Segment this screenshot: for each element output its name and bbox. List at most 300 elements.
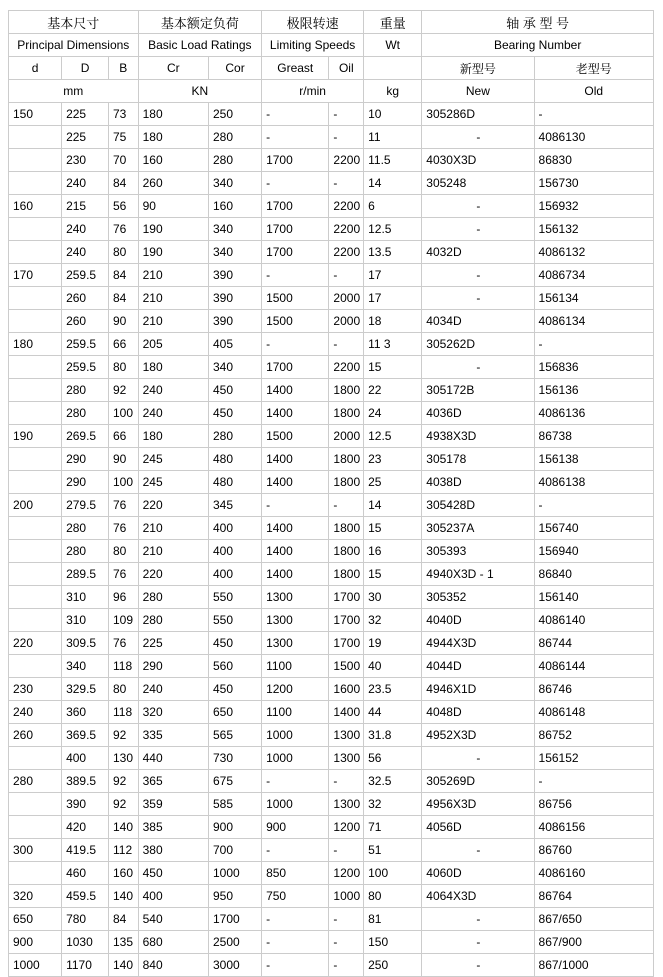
cell-d: 190: [9, 425, 62, 448]
cell-Cor: 160: [209, 195, 262, 218]
cell-new: 305172B: [422, 379, 534, 402]
cell-wt: 31.8: [364, 724, 422, 747]
cell-greast: 1300: [262, 609, 329, 632]
cell-old: 156740: [534, 517, 653, 540]
cell-Cr: 440: [138, 747, 208, 770]
cell-old: 86764: [534, 885, 653, 908]
cell-D: 289.5: [62, 563, 109, 586]
cell-B: 84: [109, 908, 139, 931]
cell-Cr: 180: [138, 126, 208, 149]
cell-Cor: 405: [209, 333, 262, 356]
cell-wt: 25: [364, 471, 422, 494]
cell-greast: 900: [262, 816, 329, 839]
cell-oil: 1300: [329, 747, 364, 770]
cell-wt: 23.5: [364, 678, 422, 701]
cell-Cr: 205: [138, 333, 208, 356]
table-row: [9, 195, 654, 218]
cell-D: 290: [62, 471, 109, 494]
cell-oil: 1700: [329, 609, 364, 632]
cell-B: 90: [109, 448, 139, 471]
cell-d: [9, 172, 62, 195]
col-header-B: B: [109, 57, 139, 80]
cell-Cor: 450: [209, 379, 262, 402]
cell-Cr: 190: [138, 241, 208, 264]
cell-greast: -: [262, 103, 329, 126]
cell-Cr: 320: [138, 701, 208, 724]
table-row: [9, 218, 654, 241]
cell-d: 300: [9, 839, 62, 862]
cell-wt: 14: [364, 494, 422, 517]
cell-Cr: 210: [138, 310, 208, 333]
cell-wt: 32: [364, 609, 422, 632]
cell-new: -: [422, 126, 534, 149]
table-row: [9, 609, 654, 632]
cell-D: 280: [62, 402, 109, 425]
cell-d: 650: [9, 908, 62, 931]
cell-D: 369.5: [62, 724, 109, 747]
col-header-D: D: [62, 57, 109, 80]
table-row: [9, 379, 654, 402]
cell-Cr: 290: [138, 655, 208, 678]
table-row: [9, 517, 654, 540]
cell-greast: -: [262, 172, 329, 195]
table-row: [9, 655, 654, 678]
cell-d: [9, 356, 62, 379]
cell-d: [9, 747, 62, 770]
cell-wt: 23: [364, 448, 422, 471]
cell-D: 290: [62, 448, 109, 471]
col-header-oil: Oil: [329, 57, 364, 80]
cell-Cr: 245: [138, 471, 208, 494]
table-row: [9, 632, 654, 655]
cell-D: 279.5: [62, 494, 109, 517]
bearing-table: [8, 10, 654, 977]
cell-Cr: 280: [138, 609, 208, 632]
cell-greast: 1100: [262, 701, 329, 724]
cell-wt: 40: [364, 655, 422, 678]
cell-old: 86744: [534, 632, 653, 655]
cell-wt: 56: [364, 747, 422, 770]
cell-B: 80: [109, 241, 139, 264]
cell-B: 130: [109, 747, 139, 770]
cell-Cor: 340: [209, 218, 262, 241]
cell-B: 92: [109, 379, 139, 402]
cell-Cor: 390: [209, 287, 262, 310]
cell-D: 459.5: [62, 885, 109, 908]
cell-Cr: 180: [138, 103, 208, 126]
table-row: [9, 149, 654, 172]
cell-wt: 15: [364, 356, 422, 379]
cell-B: 160: [109, 862, 139, 885]
cell-B: 84: [109, 287, 139, 310]
cell-old: 156138: [534, 448, 653, 471]
unit-mm: mm: [9, 80, 139, 103]
cell-D: 259.5: [62, 356, 109, 379]
header-weight-cn: 重量: [364, 11, 422, 34]
cell-D: 400: [62, 747, 109, 770]
cell-greast: 1400: [262, 402, 329, 425]
cell-D: 240: [62, 218, 109, 241]
cell-d: 280: [9, 770, 62, 793]
cell-wt: 10: [364, 103, 422, 126]
header-principal-dimensions-cn: 基本尺寸: [9, 11, 139, 34]
table-row: [9, 448, 654, 471]
cell-old: 156136: [534, 379, 653, 402]
cell-d: 200: [9, 494, 62, 517]
cell-B: 75: [109, 126, 139, 149]
table-header: [9, 11, 654, 103]
cell-Cor: 700: [209, 839, 262, 862]
cell-new: 4938X3D: [422, 425, 534, 448]
cell-wt: 51: [364, 839, 422, 862]
header-principal-dimensions-en: Principal Dimensions: [9, 34, 139, 57]
cell-new: 305428D: [422, 494, 534, 517]
cell-Cr: 365: [138, 770, 208, 793]
cell-D: 269.5: [62, 425, 109, 448]
cell-greast: 750: [262, 885, 329, 908]
cell-oil: 1800: [329, 402, 364, 425]
cell-greast: -: [262, 908, 329, 931]
cell-greast: 1300: [262, 632, 329, 655]
cell-new: 4940X3D - 1: [422, 563, 534, 586]
cell-Cor: 390: [209, 264, 262, 287]
cell-wt: 18: [364, 310, 422, 333]
cell-new: 4048D: [422, 701, 534, 724]
cell-greast: 1400: [262, 517, 329, 540]
cell-wt: 6: [364, 195, 422, 218]
cell-D: 240: [62, 172, 109, 195]
cell-oil: 2200: [329, 241, 364, 264]
table-row: [9, 678, 654, 701]
cell-greast: 1700: [262, 195, 329, 218]
cell-greast: 1700: [262, 241, 329, 264]
cell-oil: -: [329, 264, 364, 287]
cell-B: 100: [109, 471, 139, 494]
cell-greast: -: [262, 494, 329, 517]
cell-greast: -: [262, 931, 329, 954]
cell-oil: 2200: [329, 356, 364, 379]
header-limiting-speeds-cn: 极限转速: [262, 11, 364, 34]
cell-new: 4030X3D: [422, 149, 534, 172]
table-row: [9, 402, 654, 425]
cell-Cor: 480: [209, 471, 262, 494]
cell-old: 86746: [534, 678, 653, 701]
cell-wt: 100: [364, 862, 422, 885]
cell-old: 156140: [534, 586, 653, 609]
cell-old: 156836: [534, 356, 653, 379]
cell-greast: -: [262, 839, 329, 862]
cell-oil: 1700: [329, 586, 364, 609]
cell-oil: -: [329, 954, 364, 977]
cell-new: -: [422, 264, 534, 287]
cell-B: 96: [109, 586, 139, 609]
table-row: [9, 931, 654, 954]
cell-old: 156132: [534, 218, 653, 241]
cell-old: 4086144: [534, 655, 653, 678]
cell-Cor: 3000: [209, 954, 262, 977]
cell-B: 56: [109, 195, 139, 218]
unit-kg: kg: [364, 80, 422, 103]
cell-oil: 2000: [329, 287, 364, 310]
cell-Cor: 280: [209, 126, 262, 149]
cell-greast: 1400: [262, 448, 329, 471]
cell-oil: 1200: [329, 862, 364, 885]
col-header-Cor: Cor: [209, 57, 262, 80]
cell-Cor: 345: [209, 494, 262, 517]
cell-D: 389.5: [62, 770, 109, 793]
cell-oil: 1800: [329, 517, 364, 540]
cell-oil: 2000: [329, 310, 364, 333]
table-row: [9, 333, 654, 356]
cell-wt: 17: [364, 287, 422, 310]
cell-wt: 14: [364, 172, 422, 195]
col-header-new-model-cn: 新型号: [422, 57, 534, 80]
cell-B: 80: [109, 356, 139, 379]
cell-d: [9, 379, 62, 402]
cell-wt: 15: [364, 517, 422, 540]
cell-oil: -: [329, 333, 364, 356]
cell-B: 84: [109, 264, 139, 287]
header-english-row: [9, 34, 654, 57]
cell-new: 4038D: [422, 471, 534, 494]
cell-oil: -: [329, 931, 364, 954]
cell-wt: 11 3: [364, 333, 422, 356]
col-header-greast: Greast: [262, 57, 329, 80]
cell-d: 900: [9, 931, 62, 954]
cell-oil: 2200: [329, 149, 364, 172]
cell-D: 420: [62, 816, 109, 839]
cell-B: 112: [109, 839, 139, 862]
cell-greast: 850: [262, 862, 329, 885]
cell-oil: 2000: [329, 425, 364, 448]
table-row: [9, 494, 654, 517]
cell-D: 329.5: [62, 678, 109, 701]
cell-d: 180: [9, 333, 62, 356]
cell-wt: 32.5: [364, 770, 422, 793]
cell-D: 360: [62, 701, 109, 724]
cell-Cor: 675: [209, 770, 262, 793]
cell-Cr: 210: [138, 540, 208, 563]
cell-greast: 1400: [262, 471, 329, 494]
cell-new: -: [422, 954, 534, 977]
cell-D: 390: [62, 793, 109, 816]
cell-D: 460: [62, 862, 109, 885]
cell-old: 4086160: [534, 862, 653, 885]
cell-Cr: 240: [138, 379, 208, 402]
cell-oil: 2200: [329, 218, 364, 241]
cell-new: -: [422, 747, 534, 770]
cell-B: 109: [109, 609, 139, 632]
cell-Cor: 340: [209, 172, 262, 195]
cell-old: 156932: [534, 195, 653, 218]
table-row: [9, 310, 654, 333]
cell-Cr: 359: [138, 793, 208, 816]
cell-new: 305178: [422, 448, 534, 471]
header-unit-row: [9, 80, 654, 103]
col-header-old-model-cn: 老型号: [534, 57, 653, 80]
cell-Cr: 220: [138, 494, 208, 517]
table-row: [9, 724, 654, 747]
cell-d: 260: [9, 724, 62, 747]
cell-Cor: 900: [209, 816, 262, 839]
cell-d: [9, 126, 62, 149]
cell-D: 259.5: [62, 333, 109, 356]
cell-old: 86752: [534, 724, 653, 747]
cell-D: 280: [62, 379, 109, 402]
table-row: [9, 954, 654, 977]
cell-wt: 11: [364, 126, 422, 149]
table-row: [9, 908, 654, 931]
cell-oil: 1600: [329, 678, 364, 701]
cell-d: [9, 448, 62, 471]
cell-Cr: 280: [138, 586, 208, 609]
cell-greast: 1500: [262, 287, 329, 310]
cell-Cor: 280: [209, 149, 262, 172]
cell-old: 86738: [534, 425, 653, 448]
cell-greast: 1700: [262, 218, 329, 241]
table-row: [9, 264, 654, 287]
cell-new: 305248: [422, 172, 534, 195]
cell-old: -: [534, 333, 653, 356]
cell-wt: 12.5: [364, 218, 422, 241]
cell-new: 305286D: [422, 103, 534, 126]
table-row: [9, 747, 654, 770]
cell-d: [9, 655, 62, 678]
cell-B: 118: [109, 655, 139, 678]
cell-new: 4056D: [422, 816, 534, 839]
cell-B: 76: [109, 494, 139, 517]
cell-oil: 1800: [329, 471, 364, 494]
cell-wt: 19: [364, 632, 422, 655]
cell-old: 4086132: [534, 241, 653, 264]
header-weight-en: Wt: [364, 34, 422, 57]
cell-Cr: 90: [138, 195, 208, 218]
cell-old: 86830: [534, 149, 653, 172]
table-row: [9, 839, 654, 862]
cell-new: 305352: [422, 586, 534, 609]
col-header-Cr: Cr: [138, 57, 208, 80]
cell-B: 118: [109, 701, 139, 724]
cell-new: 4034D: [422, 310, 534, 333]
cell-wt: 30: [364, 586, 422, 609]
cell-old: 4086734: [534, 264, 653, 287]
cell-wt: 15: [364, 563, 422, 586]
cell-B: 76: [109, 563, 139, 586]
cell-Cor: 450: [209, 678, 262, 701]
cell-wt: 22: [364, 379, 422, 402]
cell-d: [9, 218, 62, 241]
cell-d: 170: [9, 264, 62, 287]
cell-Cr: 240: [138, 402, 208, 425]
cell-oil: 2200: [329, 195, 364, 218]
cell-oil: 1400: [329, 701, 364, 724]
cell-old: 867/650: [534, 908, 653, 931]
cell-old: -: [534, 770, 653, 793]
table-row: [9, 103, 654, 126]
cell-wt: 80: [364, 885, 422, 908]
unit-kn: KN: [138, 80, 261, 103]
cell-oil: 1700: [329, 632, 364, 655]
table-row: [9, 862, 654, 885]
cell-old: 86756: [534, 793, 653, 816]
cell-Cor: 400: [209, 517, 262, 540]
cell-Cr: 385: [138, 816, 208, 839]
cell-new: -: [422, 931, 534, 954]
cell-D: 280: [62, 540, 109, 563]
cell-B: 135: [109, 931, 139, 954]
cell-d: 160: [9, 195, 62, 218]
cell-oil: -: [329, 103, 364, 126]
cell-d: 150: [9, 103, 62, 126]
cell-new: -: [422, 839, 534, 862]
cell-greast: 1000: [262, 724, 329, 747]
cell-Cor: 400: [209, 563, 262, 586]
cell-Cor: 280: [209, 425, 262, 448]
table-row: [9, 563, 654, 586]
table-row: [9, 287, 654, 310]
cell-oil: -: [329, 172, 364, 195]
cell-Cor: 250: [209, 103, 262, 126]
cell-d: [9, 609, 62, 632]
cell-Cor: 340: [209, 241, 262, 264]
cell-new: 4946X1D: [422, 678, 534, 701]
cell-d: [9, 241, 62, 264]
cell-wt: 32: [364, 793, 422, 816]
cell-B: 140: [109, 954, 139, 977]
cell-Cor: 340: [209, 356, 262, 379]
cell-B: 70: [109, 149, 139, 172]
cell-new: -: [422, 287, 534, 310]
cell-Cor: 400: [209, 540, 262, 563]
table-row: [9, 793, 654, 816]
table-row: [9, 540, 654, 563]
cell-old: 4086130: [534, 126, 653, 149]
cell-D: 280: [62, 517, 109, 540]
cell-B: 76: [109, 218, 139, 241]
cell-D: 225: [62, 103, 109, 126]
cell-B: 84: [109, 172, 139, 195]
cell-d: 1000: [9, 954, 62, 977]
cell-B: 76: [109, 517, 139, 540]
cell-d: 240: [9, 701, 62, 724]
cell-new: 4036D: [422, 402, 534, 425]
cell-D: 240: [62, 241, 109, 264]
cell-greast: 1400: [262, 540, 329, 563]
table-body: [9, 103, 654, 977]
cell-greast: 1400: [262, 563, 329, 586]
cell-new: 305393: [422, 540, 534, 563]
cell-old: 4086134: [534, 310, 653, 333]
cell-oil: -: [329, 770, 364, 793]
cell-old: 4086140: [534, 609, 653, 632]
cell-Cor: 1700: [209, 908, 262, 931]
cell-greast: 1500: [262, 310, 329, 333]
cell-old: 4086148: [534, 701, 653, 724]
cell-old: 4086138: [534, 471, 653, 494]
cell-Cor: 480: [209, 448, 262, 471]
cell-D: 259.5: [62, 264, 109, 287]
cell-old: 867/1000: [534, 954, 653, 977]
cell-new: 305262D: [422, 333, 534, 356]
cell-D: 230: [62, 149, 109, 172]
cell-old: 86760: [534, 839, 653, 862]
cell-greast: -: [262, 770, 329, 793]
cell-d: [9, 862, 62, 885]
cell-B: 92: [109, 770, 139, 793]
table-row: [9, 241, 654, 264]
cell-wt: 44: [364, 701, 422, 724]
cell-B: 100: [109, 402, 139, 425]
